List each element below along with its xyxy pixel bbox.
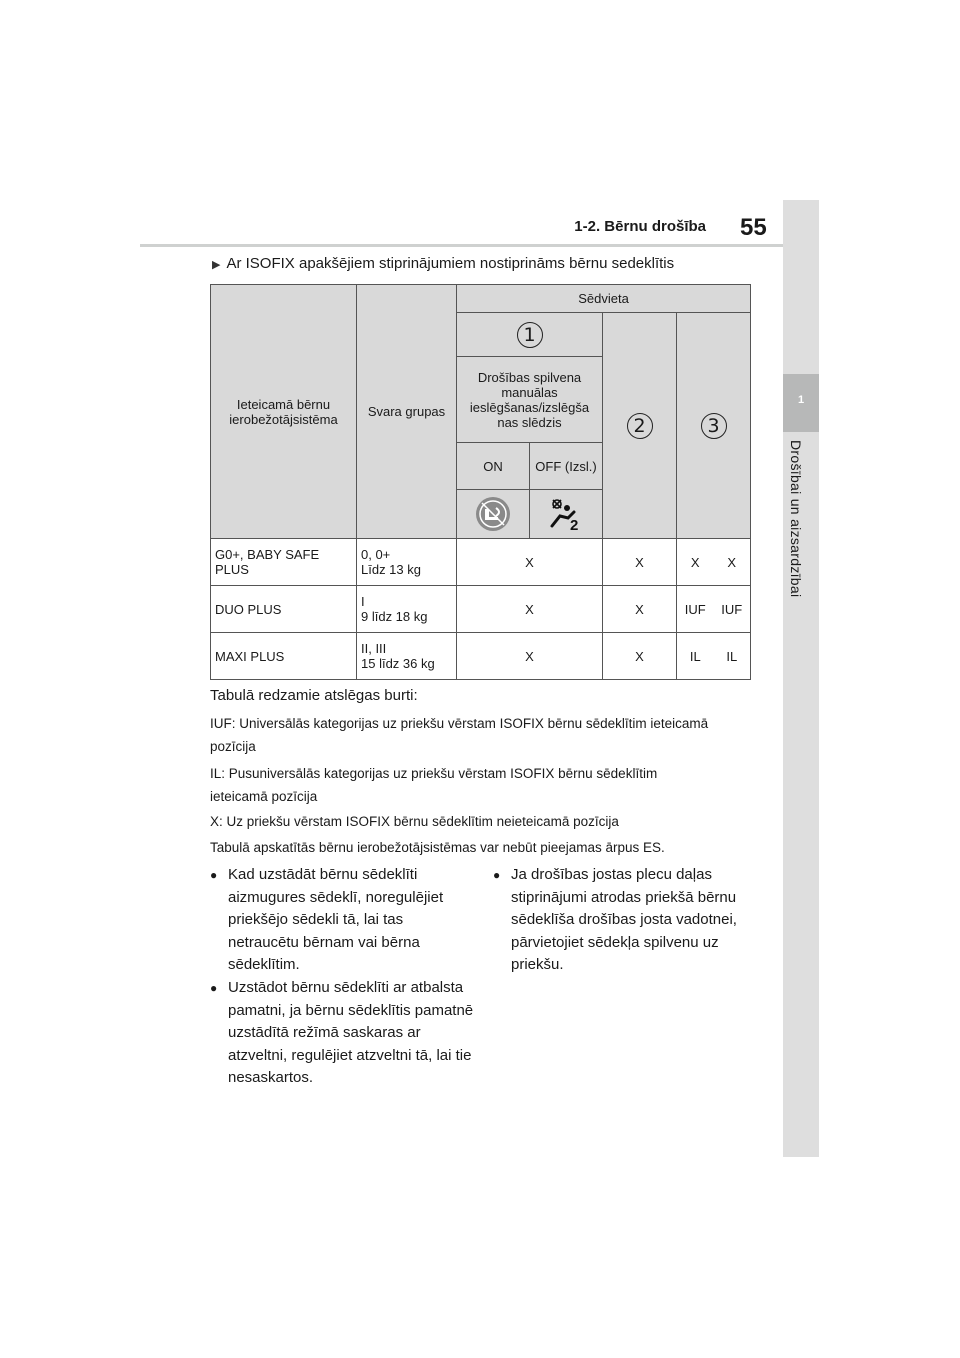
airbag-switch-header: Drošības spilvena manuālas ieslēgšanas/izslēgša nas slēdzis [457,357,603,443]
note-x: X: Uz priekšu vērstam ISOFIX bērnu sēdeklītim neieteicamā pozīcija [210,814,619,829]
row-2-weight-range: 9 līdz 18 kg [361,609,428,624]
note-il-line-2: ieteicamā pozīcija [210,789,318,804]
seat-1-cell [457,313,603,357]
table-row [211,586,751,633]
row-2-cell-a: X [457,586,603,633]
seat-2-cell [603,313,677,539]
row-1-restraint: G0+, BABY SAFE PLUS [211,539,357,586]
bullet-left-1: ● Kad uzstādāt bērnu sēdeklīti aizmugures sēdeklī, noregulējiet priekšējo sēdekli tā, lai tas netraucētu bērnam vai bērna sēdeklītim. [210,864,478,977]
row-1-cell-d-value: X [727,554,737,570]
row-2-group: I [361,594,365,609]
passenger-airbag-off-icon [529,490,602,538]
table-row [211,633,751,680]
row-1-group: 0, 0+ [361,547,391,562]
side-tab [783,200,819,1157]
row-2-cell-d-value: IUF [721,601,743,617]
seat-3-badge: 3 [701,413,727,439]
seating-table [210,284,751,680]
row-3-weight-range: 15 līdz 36 kg [361,656,435,671]
note-iuf-line-1: IUF: Universālās kategorijas uz priekšu vērstam ISOFIX bērnu sēdeklītim ieteicamā [210,716,709,731]
row-2-restraint: DUO PLUS [211,586,357,633]
row-1-weight-range: Līdz 13 kg [361,562,421,577]
header-divider [140,244,785,247]
table-row [211,539,751,586]
airbag-switch-states [457,443,603,490]
row-2-cell-b: X [603,586,677,633]
note-iuf-line-2: pozīcija [210,739,256,754]
row-3-cell-d-value: IL [726,648,738,664]
notes-intro: Tabulā redzamie atslēgas burti: [210,687,418,704]
bullet-right-1: ● Ja drošības jostas plecu daļas stiprinājumi atrodas priekšā bērnu sēdeklīša drošības josta vadotnei, pārvietojiet sēdekļa spilvenu uz priekšu. [493,864,761,977]
row-3-cell-a: X [457,633,603,680]
row-3-restraint: MAXI PLUS [211,633,357,680]
side-tab-label: Drošībai un aizsardzībai [788,440,804,598]
seat-3-cell [677,313,751,539]
row-3-group: II, III [361,641,387,656]
row-2-weight [357,586,457,633]
section-title: 1-2. Bērnu drošība [574,218,706,235]
header-seat-position: Sēdvieta [457,285,751,313]
row-3-cell-c-value: IL [689,648,701,664]
header-restraint: Ieteicamā bērnu ierobežotājsistēma [211,285,357,539]
subheading [212,255,674,272]
row-1-cell-c [677,539,751,586]
note-eu: Tabulā apskatītās bērnu ierobežotājsistēmas var nebūt pieejamas ārpus ES. [210,840,665,855]
row-1-cell-b: X [603,539,677,586]
subheading-text: Ar ISOFIX apakšējiem stiprinājumiem nostiprināms bērnu sedeklītis [226,255,675,272]
row-1-weight [357,539,457,586]
side-tab-number: 1 [797,394,805,406]
row-2-cell-c-value: IUF [684,601,706,617]
bullet-left-2: ● Uzstādot bērnu sēdeklīti ar atbalsta pamatni, ja bērnu sēdeklītis pamatnē uzstādītā režīmā saskaras ar atzveltni, regulējiet atzveltni tā, lai tie nesaskartos. [210,977,478,1090]
page-number: 55 [740,214,767,241]
seat-1-badge: 1 [517,322,543,348]
note-il-line-1: IL: Pusuniversālās kategorijas uz priekšu vērstam ISOFIX bērnu sēdeklītim [210,766,658,781]
row-1-cell-c-value: X [690,554,700,570]
switch-off-label: OFF (Izsl.) [529,443,602,489]
row-2-cell-c [677,586,751,633]
row-3-cell-b: X [603,633,677,680]
switch-on-label: ON [483,458,503,474]
airbag-icons-cell [457,490,603,539]
triangle-bullet-icon: ▶ [212,259,221,271]
airbag-on-icon [457,495,529,533]
row-1-cell-a: X [457,539,603,586]
seat-2-badge: 2 [627,413,653,439]
header-weight-group: Svara grupas [357,285,457,539]
svg-text:2: 2 [570,517,579,532]
row-3-cell-c [677,633,751,680]
row-3-weight [357,633,457,680]
